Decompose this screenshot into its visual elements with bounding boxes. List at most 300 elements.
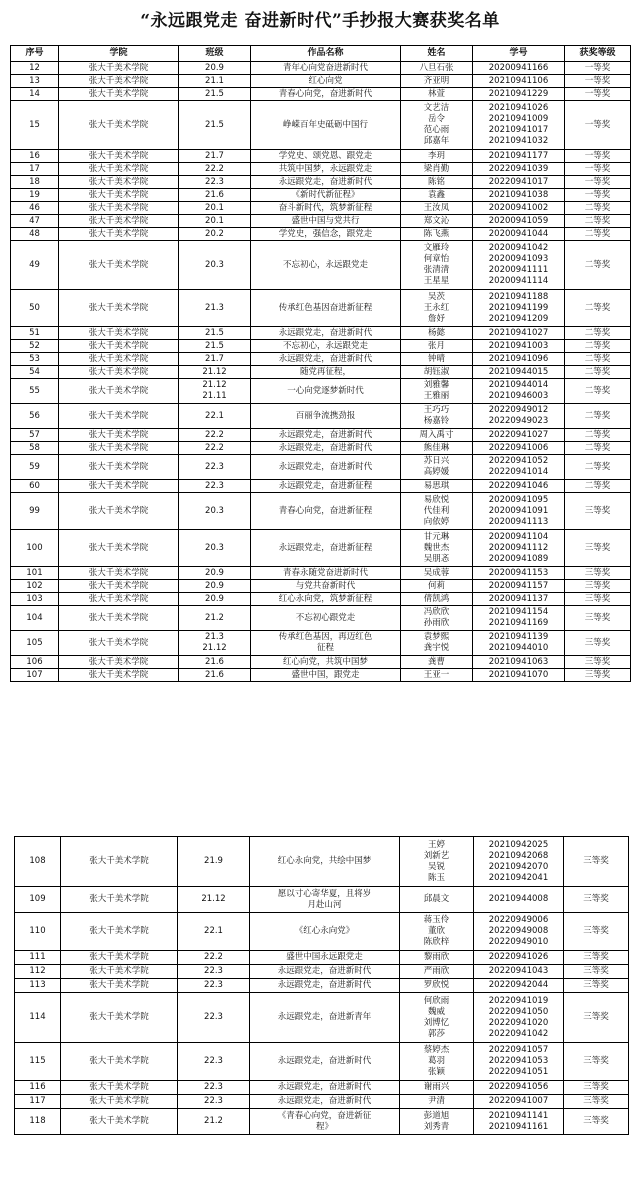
cell-no: 105 bbox=[11, 631, 59, 656]
cell-id bbox=[473, 379, 565, 404]
cell-no: 50 bbox=[11, 290, 59, 327]
cell-name-line: 詹妤 bbox=[427, 313, 445, 324]
table-row bbox=[15, 979, 629, 993]
header-name: 姓名 bbox=[401, 46, 473, 62]
cell-name bbox=[401, 455, 473, 480]
cell-no: 51 bbox=[11, 327, 59, 340]
header-award: 获奖等级 bbox=[565, 46, 631, 62]
cell-id bbox=[473, 404, 565, 429]
cell-name bbox=[401, 606, 473, 631]
cell-award: 三等奖 bbox=[564, 965, 629, 979]
cell-no: 52 bbox=[11, 340, 59, 353]
cell-work: 不忘初心跟党走 bbox=[251, 606, 401, 631]
cell-class: 22.2 bbox=[179, 163, 251, 176]
cell-name bbox=[400, 1043, 474, 1081]
cell-work-line: 月赴山河 bbox=[307, 899, 342, 910]
cell-class: 21.6 bbox=[179, 669, 251, 682]
table-row bbox=[11, 75, 631, 88]
cell-name-line: 苏日兴 bbox=[423, 456, 450, 466]
table-row bbox=[11, 379, 631, 404]
cell-name-line: 孙雨欣 bbox=[423, 618, 450, 628]
cell-college: 张大千美术学院 bbox=[59, 189, 179, 202]
table-row bbox=[11, 353, 631, 366]
cell-name-line: 邱嘉年 bbox=[423, 136, 450, 146]
cell-id: 20220941006 bbox=[473, 442, 565, 455]
cell-no: 60 bbox=[11, 480, 59, 493]
cell-name: 八旦石张 bbox=[401, 62, 473, 75]
cell-no: 113 bbox=[15, 979, 61, 993]
cell-name-line: 刘秀青 bbox=[423, 1121, 450, 1132]
table-row bbox=[11, 631, 631, 656]
cell-award: 二等奖 bbox=[565, 442, 631, 455]
table-row bbox=[11, 176, 631, 189]
table-row bbox=[11, 656, 631, 669]
cell-name-line: 陈欣梓 bbox=[423, 937, 450, 947]
cell-class: 20.9 bbox=[179, 567, 251, 580]
cell-work: 永远跟党走，奋进新征程 bbox=[251, 480, 401, 493]
cell-no: 107 bbox=[11, 669, 59, 682]
cell-work: 永远跟党走，奋进新时代 bbox=[250, 979, 400, 993]
cell-class: 21.9 bbox=[178, 837, 250, 887]
cell-work: 不忘初心，永远跟党走 bbox=[251, 241, 401, 290]
cell-award: 三等奖 bbox=[565, 593, 631, 606]
cell-work: 永远跟党走，奋进新时代 bbox=[251, 442, 401, 455]
cell-award: 二等奖 bbox=[565, 215, 631, 228]
cell-name: 谢雨兴 bbox=[400, 1081, 474, 1095]
page-title: “永远跟党走 奋进新时代”手抄报大赛获奖名单 bbox=[140, 11, 500, 31]
table-row bbox=[11, 606, 631, 631]
cell-class: 21.3 bbox=[179, 290, 251, 327]
cell-id-line: 20210944014 bbox=[488, 380, 549, 390]
table-1-body bbox=[11, 62, 631, 682]
cell-college: 张大千美术学院 bbox=[61, 1109, 178, 1135]
cell-name: 陈铭 bbox=[401, 176, 473, 189]
cell-no: 12 bbox=[11, 62, 59, 75]
cell-college: 张大千美术学院 bbox=[59, 606, 179, 631]
cell-award: 二等奖 bbox=[565, 241, 631, 290]
table-row bbox=[11, 163, 631, 176]
cell-no: 47 bbox=[11, 215, 59, 228]
cell-id-line: 20220949008 bbox=[488, 926, 549, 936]
cell-id: 20210941177 bbox=[473, 150, 565, 163]
table-row bbox=[11, 189, 631, 202]
cell-college: 张大千美术学院 bbox=[59, 656, 179, 669]
cell-name bbox=[401, 379, 473, 404]
cell-award: 二等奖 bbox=[565, 404, 631, 429]
cell-no: 111 bbox=[15, 951, 61, 965]
cell-college: 张大千美术学院 bbox=[61, 1095, 178, 1109]
table-row bbox=[11, 455, 631, 480]
cell-id-line: 20210942025 bbox=[488, 839, 549, 850]
cell-id: 20220941007 bbox=[474, 1095, 564, 1109]
cell-name-line: 冯欣欣 bbox=[423, 607, 450, 617]
cell-id: 20220941027 bbox=[473, 429, 565, 442]
cell-college: 张大千美术学院 bbox=[59, 631, 179, 656]
table-row bbox=[11, 88, 631, 101]
cell-class: 22.3 bbox=[178, 965, 250, 979]
header-row bbox=[11, 46, 631, 62]
cell-work: 红心向党，共筑中国梦 bbox=[251, 656, 401, 669]
cell-work: 与党共奋新时代 bbox=[251, 580, 401, 593]
cell-id-line: 20210942070 bbox=[488, 861, 549, 872]
cell-name-line: 何章怡 bbox=[423, 254, 450, 264]
cell-award: 二等奖 bbox=[565, 480, 631, 493]
cell-no: 53 bbox=[11, 353, 59, 366]
cell-id bbox=[474, 993, 564, 1043]
cell-no: 102 bbox=[11, 580, 59, 593]
cell-college: 张大千美术学院 bbox=[59, 480, 179, 493]
cell-name: 易思琪 bbox=[401, 480, 473, 493]
cell-class: 21.5 bbox=[179, 88, 251, 101]
cell-name-line: 蔡婷杰 bbox=[423, 1045, 450, 1055]
cell-college: 张大千美术学院 bbox=[59, 593, 179, 606]
cell-class: 22.3 bbox=[178, 1043, 250, 1081]
cell-name bbox=[400, 913, 474, 951]
table-row bbox=[11, 404, 631, 429]
cell-id-line: 20220941050 bbox=[488, 1006, 549, 1017]
cell-class-line: 21.12 bbox=[202, 380, 227, 390]
cell-id-line: 20210941209 bbox=[488, 313, 549, 324]
cell-name: 林萱 bbox=[401, 88, 473, 101]
cell-work: 不忘初心，永远跟党走 bbox=[251, 340, 401, 353]
cell-id: 20200941157 bbox=[473, 580, 565, 593]
cell-work: 《新时代新征程》 bbox=[251, 189, 401, 202]
cell-id bbox=[473, 101, 565, 150]
cell-college: 张大千美术学院 bbox=[59, 62, 179, 75]
cell-work: 学党史，强信念，跟党走 bbox=[251, 228, 401, 241]
cell-id bbox=[473, 606, 565, 631]
cell-college: 张大千美术学院 bbox=[61, 993, 178, 1043]
cell-id: 20210944015 bbox=[473, 366, 565, 379]
table-row bbox=[11, 241, 631, 290]
cell-class: 20.9 bbox=[179, 62, 251, 75]
cell-class: 21.6 bbox=[179, 189, 251, 202]
cell-work: 永远跟党走，奋进新时代 bbox=[250, 1081, 400, 1095]
cell-class: 22.3 bbox=[178, 993, 250, 1043]
cell-college: 张大千美术学院 bbox=[59, 366, 179, 379]
cell-award: 一等奖 bbox=[565, 101, 631, 150]
cell-id: 20200941153 bbox=[473, 567, 565, 580]
cell-work: 青春心向党，奋进新征程 bbox=[251, 493, 401, 530]
cell-id-line: 20200941091 bbox=[488, 505, 549, 516]
cell-work: 永远跟党走，奋进新时代 bbox=[251, 429, 401, 442]
cell-award: 三等奖 bbox=[565, 631, 631, 656]
cell-college: 张大千美术学院 bbox=[59, 176, 179, 189]
cell-work-line: 程》 bbox=[315, 1121, 333, 1132]
cell-award: 一等奖 bbox=[565, 88, 631, 101]
cell-id-line: 20210941199 bbox=[488, 302, 549, 313]
cell-id-line: 20210941139 bbox=[488, 632, 549, 642]
cell-id bbox=[473, 455, 565, 480]
cell-id bbox=[474, 1109, 564, 1135]
cell-name-line: 刘雅馨 bbox=[423, 380, 450, 390]
cell-name: 杨懿 bbox=[401, 327, 473, 340]
table-row bbox=[11, 442, 631, 455]
cell-id: 20220941046 bbox=[473, 480, 565, 493]
cell-class bbox=[179, 379, 251, 404]
cell-class: 22.3 bbox=[178, 1081, 250, 1095]
table-row bbox=[15, 1081, 629, 1095]
cell-id-line: 20200941095 bbox=[488, 494, 549, 505]
cell-name-line: 王永红 bbox=[423, 302, 450, 313]
header-no: 序号 bbox=[11, 46, 59, 62]
cell-work: 青春永随党奋进新时代 bbox=[251, 567, 401, 580]
cell-work: 永远跟党走，奋进新时代 bbox=[251, 327, 401, 340]
cell-work: 奋斗新时代，筑梦新征程 bbox=[251, 202, 401, 215]
cell-class: 21.2 bbox=[179, 606, 251, 631]
cell-class: 21.2 bbox=[178, 1109, 250, 1135]
cell-name-line: 刘新艺 bbox=[423, 850, 450, 861]
cell-award: 三等奖 bbox=[564, 1109, 629, 1135]
cell-college: 张大千美术学院 bbox=[59, 241, 179, 290]
cell-name: 周入禹寸 bbox=[401, 429, 473, 442]
cell-class: 21.6 bbox=[179, 656, 251, 669]
cell-work: 永远跟党走，奋进新时代 bbox=[250, 965, 400, 979]
cell-class: 22.3 bbox=[179, 480, 251, 493]
cell-name-line: 魏世杰 bbox=[423, 542, 450, 553]
cell-no: 13 bbox=[11, 75, 59, 88]
cell-work: 学党史、颂党恩、跟党走 bbox=[251, 150, 401, 163]
cell-award: 三等奖 bbox=[564, 913, 629, 951]
cell-college: 张大千美术学院 bbox=[59, 353, 179, 366]
cell-award: 一等奖 bbox=[565, 150, 631, 163]
cell-college: 张大千美术学院 bbox=[59, 75, 179, 88]
cell-college: 张大千美术学院 bbox=[59, 530, 179, 567]
cell-no: 108 bbox=[15, 837, 61, 887]
cell-name: 郑文沁 bbox=[401, 215, 473, 228]
cell-name bbox=[401, 241, 473, 290]
cell-college: 张大千美术学院 bbox=[59, 150, 179, 163]
cell-work: 永远跟党走，奋进新时代 bbox=[251, 176, 401, 189]
cell-name-line: 董欣 bbox=[427, 926, 445, 936]
cell-work: 永远跟党走，奋进新时代 bbox=[250, 1043, 400, 1081]
cell-name-line: 张清清 bbox=[423, 265, 450, 275]
cell-work: 永远跟党走，奋进新时代 bbox=[251, 455, 401, 480]
cell-id: 20210941070 bbox=[473, 669, 565, 682]
cell-id-line: 20210941141 bbox=[488, 1110, 549, 1121]
cell-name bbox=[401, 101, 473, 150]
cell-work: 永远跟党走，奋进新征程 bbox=[251, 530, 401, 567]
cell-id-line: 20210941009 bbox=[488, 114, 549, 124]
cell-name-line: 杨嘉铃 bbox=[423, 416, 450, 426]
cell-work: 盛世中国，跟党走 bbox=[251, 669, 401, 682]
cell-award: 二等奖 bbox=[565, 290, 631, 327]
cell-class: 21.5 bbox=[179, 340, 251, 353]
awards-table-1 bbox=[10, 45, 631, 682]
cell-award: 三等奖 bbox=[564, 1081, 629, 1095]
cell-class: 20.3 bbox=[179, 493, 251, 530]
cell-name: 龚曹 bbox=[401, 656, 473, 669]
cell-work: 红心永向党，共绘中国梦 bbox=[250, 837, 400, 887]
cell-no: 114 bbox=[15, 993, 61, 1043]
table-row bbox=[11, 580, 631, 593]
table-row bbox=[15, 837, 629, 887]
cell-class: 20.2 bbox=[179, 228, 251, 241]
cell-name-line: 彭道旭 bbox=[423, 1110, 450, 1121]
cell-id bbox=[474, 913, 564, 951]
cell-class: 22.2 bbox=[179, 442, 251, 455]
cell-id: 20200941166 bbox=[473, 62, 565, 75]
cell-no: 46 bbox=[11, 202, 59, 215]
table-row bbox=[11, 669, 631, 682]
cell-award: 二等奖 bbox=[565, 327, 631, 340]
cell-class: 22.2 bbox=[178, 951, 250, 965]
cell-id-line: 20220941051 bbox=[488, 1067, 549, 1077]
cell-work: 盛世中国与党共行 bbox=[251, 215, 401, 228]
cell-name-line: 袁梦熙 bbox=[423, 632, 450, 642]
cell-no: 112 bbox=[15, 965, 61, 979]
cell-class: 21.12 bbox=[178, 887, 250, 913]
cell-no: 55 bbox=[11, 379, 59, 404]
cell-name-line: 王星星 bbox=[423, 276, 450, 286]
cell-class: 22.3 bbox=[179, 455, 251, 480]
cell-id-line: 20210941169 bbox=[488, 618, 549, 628]
cell-college: 张大千美术学院 bbox=[59, 669, 179, 682]
cell-award: 三等奖 bbox=[564, 887, 629, 913]
cell-college: 张大千美术学院 bbox=[61, 837, 178, 887]
cell-college: 张大千美术学院 bbox=[61, 965, 178, 979]
cell-class-line: 21.11 bbox=[202, 391, 227, 401]
cell-college: 张大千美术学院 bbox=[59, 455, 179, 480]
cell-work bbox=[250, 1109, 400, 1135]
cell-name-line: 刘博忆 bbox=[423, 1017, 450, 1028]
cell-id-line: 20200941089 bbox=[488, 553, 549, 564]
table-row bbox=[15, 951, 629, 965]
cell-name-line: 郭莎 bbox=[427, 1028, 445, 1039]
cell-award: 一等奖 bbox=[565, 75, 631, 88]
cell-award: 三等奖 bbox=[564, 993, 629, 1043]
cell-award: 三等奖 bbox=[565, 656, 631, 669]
cell-college: 张大千美术学院 bbox=[59, 379, 179, 404]
table-row bbox=[15, 993, 629, 1043]
cell-no: 103 bbox=[11, 593, 59, 606]
cell-award: 二等奖 bbox=[565, 455, 631, 480]
cell-work: 共筑中国梦，永远跟党走 bbox=[251, 163, 401, 176]
cell-class: 21.5 bbox=[179, 101, 251, 150]
awards-table-2 bbox=[14, 836, 629, 1135]
cell-work: 红心永向党，筑梦新征程 bbox=[251, 593, 401, 606]
table-row bbox=[11, 480, 631, 493]
cell-award: 三等奖 bbox=[564, 951, 629, 965]
cell-college: 张大千美术学院 bbox=[59, 215, 179, 228]
cell-no: 118 bbox=[15, 1109, 61, 1135]
cell-award: 一等奖 bbox=[565, 189, 631, 202]
cell-class: 21.7 bbox=[179, 150, 251, 163]
table-row bbox=[11, 62, 631, 75]
header-work: 作品名称 bbox=[251, 46, 401, 62]
cell-class: 21.1 bbox=[179, 75, 251, 88]
cell-work: 青年心向党奋进新时代 bbox=[251, 62, 401, 75]
cell-college: 张大千美术学院 bbox=[59, 228, 179, 241]
cell-award: 三等奖 bbox=[565, 493, 631, 530]
cell-name: 尹清 bbox=[400, 1095, 474, 1109]
cell-work: 永远跟党走，奋进新青年 bbox=[250, 993, 400, 1043]
cell-id: 20210941096 bbox=[473, 353, 565, 366]
cell-name-line: 龚宇悦 bbox=[423, 643, 450, 653]
cell-id bbox=[473, 631, 565, 656]
cell-name-line: 易欣悦 bbox=[423, 494, 450, 505]
cell-award: 三等奖 bbox=[564, 979, 629, 993]
cell-no: 19 bbox=[11, 189, 59, 202]
cell-college: 张大千美术学院 bbox=[59, 442, 179, 455]
cell-work: 永远跟党走，奋进新时代 bbox=[250, 1095, 400, 1109]
table-row bbox=[11, 101, 631, 150]
cell-no: 109 bbox=[15, 887, 61, 913]
cell-no: 17 bbox=[11, 163, 59, 176]
cell-class: 20.1 bbox=[179, 215, 251, 228]
cell-id-line: 20210941154 bbox=[488, 607, 549, 617]
table-row bbox=[11, 567, 631, 580]
cell-work-line: 传承红色基因，再迈红色 bbox=[278, 632, 373, 642]
cell-award: 二等奖 bbox=[565, 429, 631, 442]
cell-college: 张大千美术学院 bbox=[59, 567, 179, 580]
cell-id: 20200941044 bbox=[473, 228, 565, 241]
cell-college: 张大千美术学院 bbox=[59, 88, 179, 101]
cell-id-line: 20210941161 bbox=[488, 1121, 549, 1132]
cell-award: 一等奖 bbox=[565, 176, 631, 189]
cell-name-line: 吴茨 bbox=[427, 291, 445, 302]
cell-name: 邱晨文 bbox=[400, 887, 474, 913]
cell-name-line: 高婷媛 bbox=[423, 467, 450, 477]
cell-id: 20200941002 bbox=[473, 202, 565, 215]
cell-name bbox=[401, 631, 473, 656]
cell-id-line: 20200941114 bbox=[488, 276, 549, 286]
cell-no: 16 bbox=[11, 150, 59, 163]
cell-no: 14 bbox=[11, 88, 59, 101]
cell-name-line: 文艺洁 bbox=[423, 103, 450, 113]
cell-name bbox=[401, 404, 473, 429]
cell-name: 王汝凤 bbox=[401, 202, 473, 215]
cell-work: 传承红色基因奋进新征程 bbox=[251, 290, 401, 327]
cell-name-line: 张颖 bbox=[427, 1067, 445, 1077]
cell-college: 张大千美术学院 bbox=[61, 951, 178, 965]
cell-id bbox=[473, 530, 565, 567]
header-id: 学号 bbox=[473, 46, 565, 62]
cell-work: 百丽争流携劲报 bbox=[251, 404, 401, 429]
cell-college: 张大千美术学院 bbox=[59, 340, 179, 353]
cell-id-line: 20210941026 bbox=[488, 103, 549, 113]
table-row bbox=[15, 965, 629, 979]
cell-name-line: 文雁玲 bbox=[423, 243, 450, 253]
cell-id-line: 20210942041 bbox=[488, 872, 549, 883]
cell-id-line: 20220949023 bbox=[488, 416, 549, 426]
cell-award: 三等奖 bbox=[564, 1043, 629, 1081]
cell-name bbox=[400, 1109, 474, 1135]
cell-id-line: 20200941112 bbox=[488, 542, 549, 553]
cell-name: 何莉 bbox=[401, 580, 473, 593]
table-row bbox=[11, 228, 631, 241]
table-row bbox=[11, 202, 631, 215]
table-row bbox=[11, 366, 631, 379]
cell-award: 三等奖 bbox=[564, 837, 629, 887]
cell-college: 张大千美术学院 bbox=[59, 580, 179, 593]
table-row bbox=[15, 887, 629, 913]
cell-name bbox=[401, 290, 473, 327]
cell-work: 随党再征程， bbox=[251, 366, 401, 379]
cell-no: 56 bbox=[11, 404, 59, 429]
cell-id-line: 20210941032 bbox=[488, 136, 549, 146]
cell-college: 张大千美术学院 bbox=[61, 1081, 178, 1095]
cell-college: 张大千美术学院 bbox=[59, 327, 179, 340]
cell-no: 48 bbox=[11, 228, 59, 241]
cell-work: 《红心永向党》 bbox=[250, 913, 400, 951]
table-row bbox=[11, 290, 631, 327]
cell-name bbox=[401, 493, 473, 530]
cell-award: 二等奖 bbox=[565, 228, 631, 241]
cell-id-line: 20220941014 bbox=[488, 467, 549, 477]
cell-id-line: 20200941042 bbox=[488, 243, 549, 253]
cell-award: 二等奖 bbox=[565, 353, 631, 366]
